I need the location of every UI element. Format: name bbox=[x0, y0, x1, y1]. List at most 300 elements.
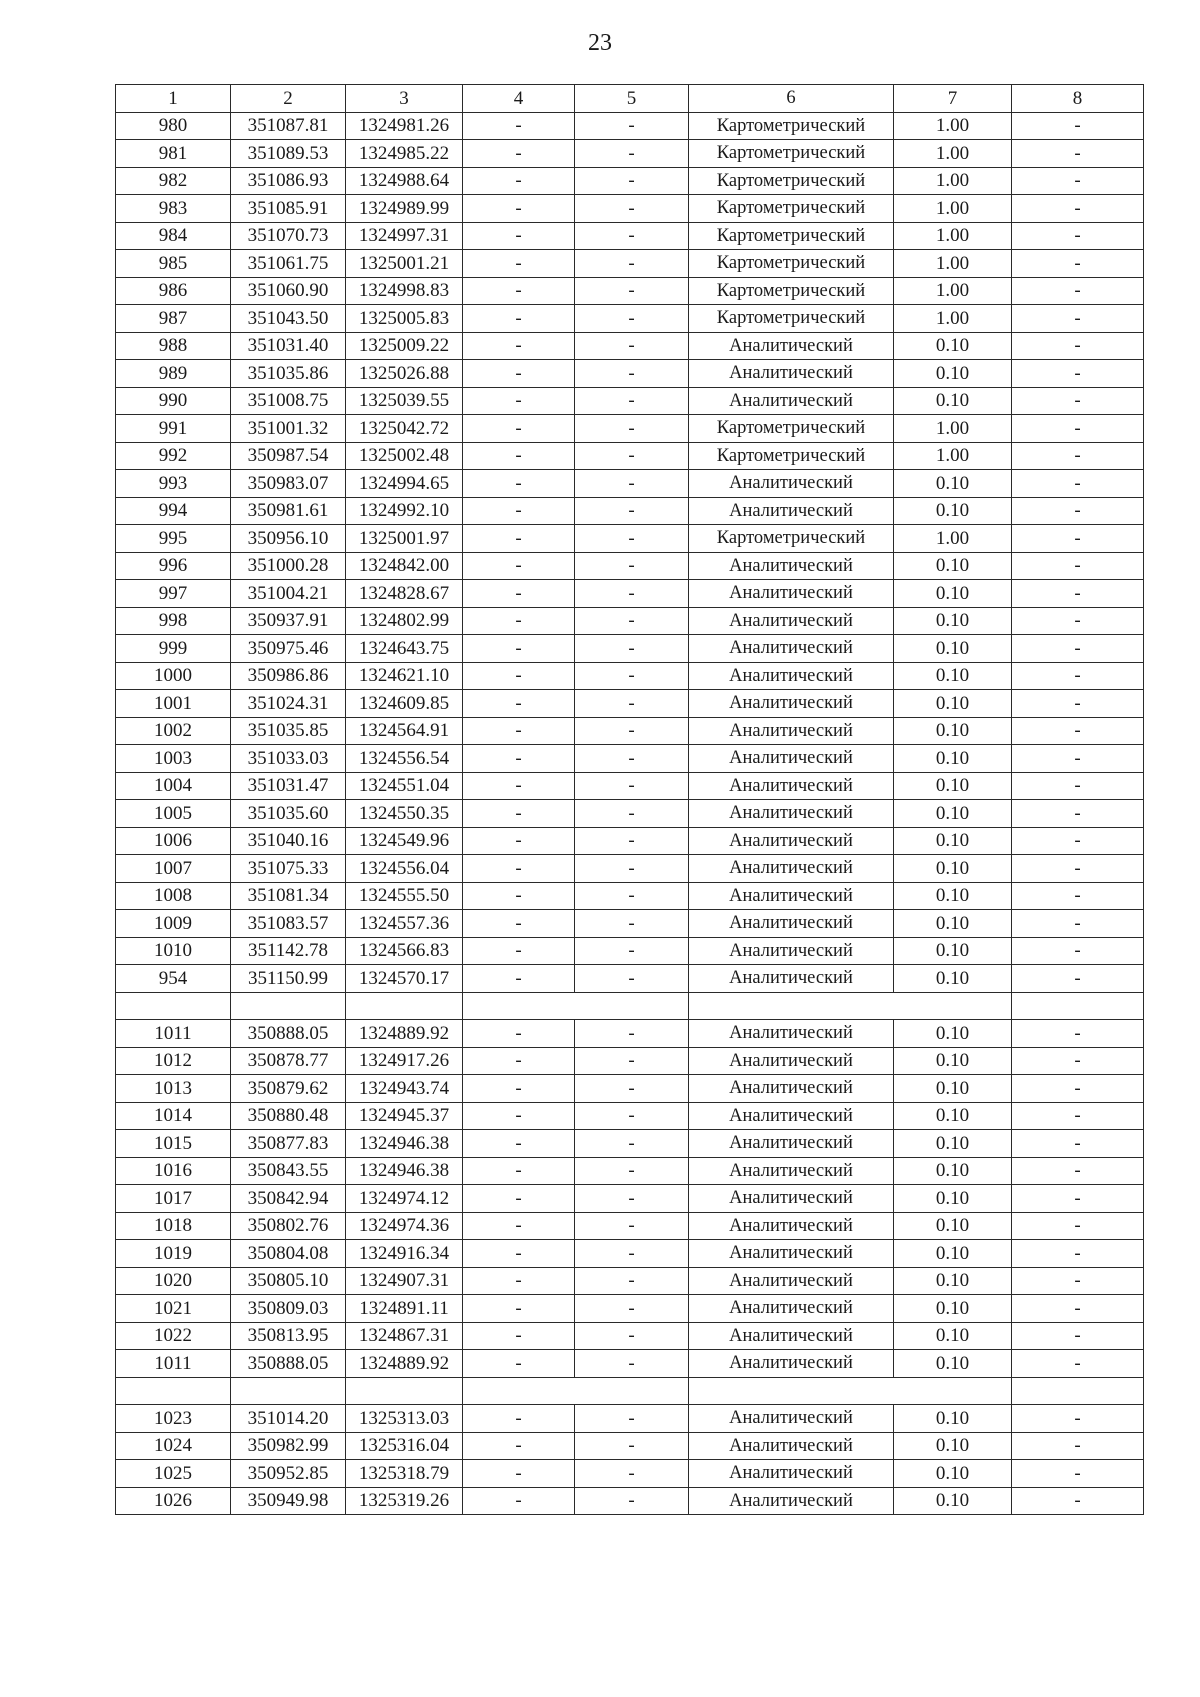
coord-y-cell: 1324556.04 bbox=[346, 855, 463, 883]
coord-x-cell: 350843.55 bbox=[231, 1157, 346, 1185]
col-4-cell: - bbox=[463, 1432, 575, 1460]
col-5-cell: - bbox=[575, 442, 689, 470]
separator-cell bbox=[463, 1377, 689, 1405]
table-row bbox=[116, 1102, 1144, 1130]
col-4-cell: - bbox=[463, 1350, 575, 1378]
coord-x-cell: 350949.98 bbox=[231, 1487, 346, 1515]
method-cell: Аналитический bbox=[689, 1020, 894, 1048]
col-4-cell: - bbox=[463, 442, 575, 470]
coord-x-cell: 350802.76 bbox=[231, 1212, 346, 1240]
coord-x-cell: 350813.95 bbox=[231, 1322, 346, 1350]
coord-x-cell: 351035.60 bbox=[231, 800, 346, 828]
col-8-cell: - bbox=[1012, 690, 1144, 718]
coord-y-cell: 1325009.22 bbox=[346, 332, 463, 360]
col-5-cell: - bbox=[575, 827, 689, 855]
col-8-cell: - bbox=[1012, 167, 1144, 195]
coord-y-cell: 1324867.31 bbox=[346, 1322, 463, 1350]
accuracy-cell: 1.00 bbox=[894, 140, 1012, 168]
col-4-cell: - bbox=[463, 690, 575, 718]
table-header-row bbox=[116, 85, 1144, 113]
table-row bbox=[116, 882, 1144, 910]
coord-x-cell: 350805.10 bbox=[231, 1267, 346, 1295]
col-8-cell: - bbox=[1012, 470, 1144, 498]
separator-row bbox=[116, 992, 1144, 1020]
accuracy-cell: 0.10 bbox=[894, 800, 1012, 828]
separator-cell bbox=[689, 992, 1012, 1020]
coord-y-cell: 1325002.48 bbox=[346, 442, 463, 470]
col-4-cell: - bbox=[463, 140, 575, 168]
point-number-cell: 998 bbox=[116, 607, 231, 635]
table-row bbox=[116, 662, 1144, 690]
point-number-cell: 984 bbox=[116, 222, 231, 250]
point-number-cell: 1009 bbox=[116, 910, 231, 938]
method-cell: Картометрический bbox=[689, 250, 894, 278]
col-4-cell: - bbox=[463, 1240, 575, 1268]
col-4-cell: - bbox=[463, 1267, 575, 1295]
point-number-cell: 983 bbox=[116, 195, 231, 223]
method-cell: Аналитический bbox=[689, 1102, 894, 1130]
point-number-cell: 1025 bbox=[116, 1460, 231, 1488]
accuracy-cell: 0.10 bbox=[894, 1130, 1012, 1158]
table-row bbox=[116, 360, 1144, 388]
col-4-cell: - bbox=[463, 910, 575, 938]
coord-y-cell: 1325039.55 bbox=[346, 387, 463, 415]
col-5-cell: - bbox=[575, 1020, 689, 1048]
method-cell: Аналитический bbox=[689, 1185, 894, 1213]
col-8-cell: - bbox=[1012, 1020, 1144, 1048]
col-5-cell: - bbox=[575, 167, 689, 195]
separator-cell bbox=[346, 992, 463, 1020]
col-5-cell: - bbox=[575, 855, 689, 883]
method-cell: Аналитический bbox=[689, 360, 894, 388]
accuracy-cell: 1.00 bbox=[894, 222, 1012, 250]
method-cell: Аналитический bbox=[689, 1212, 894, 1240]
col-5-cell: - bbox=[575, 635, 689, 663]
coord-x-cell: 350986.86 bbox=[231, 662, 346, 690]
method-cell: Аналитический bbox=[689, 1350, 894, 1378]
point-number-cell: 1019 bbox=[116, 1240, 231, 1268]
coord-x-cell: 350937.91 bbox=[231, 607, 346, 635]
col-8-cell: - bbox=[1012, 1295, 1144, 1323]
method-cell: Аналитический bbox=[689, 1487, 894, 1515]
col-4-cell: - bbox=[463, 1130, 575, 1158]
coord-y-cell: 1325026.88 bbox=[346, 360, 463, 388]
col-4-cell: - bbox=[463, 167, 575, 195]
point-number-cell: 995 bbox=[116, 525, 231, 553]
coord-y-cell: 1324917.26 bbox=[346, 1047, 463, 1075]
col-5-cell: - bbox=[575, 662, 689, 690]
accuracy-cell: 0.10 bbox=[894, 1487, 1012, 1515]
table-row bbox=[116, 1130, 1144, 1158]
col-8-cell: - bbox=[1012, 1075, 1144, 1103]
col-5-cell: - bbox=[575, 552, 689, 580]
coord-y-cell: 1324643.75 bbox=[346, 635, 463, 663]
table-row bbox=[116, 1322, 1144, 1350]
col-8-cell: - bbox=[1012, 882, 1144, 910]
method-cell: Аналитический bbox=[689, 690, 894, 718]
point-number-cell: 997 bbox=[116, 580, 231, 608]
col-8-cell: - bbox=[1012, 965, 1144, 993]
col-8-cell: - bbox=[1012, 222, 1144, 250]
coord-y-cell: 1325042.72 bbox=[346, 415, 463, 443]
col-8-cell: - bbox=[1012, 305, 1144, 333]
coord-y-cell: 1325001.97 bbox=[346, 525, 463, 553]
accuracy-cell: 0.10 bbox=[894, 1075, 1012, 1103]
method-cell: Аналитический bbox=[689, 580, 894, 608]
accuracy-cell: 0.10 bbox=[894, 662, 1012, 690]
coord-x-cell: 350888.05 bbox=[231, 1020, 346, 1048]
table-row bbox=[116, 717, 1144, 745]
point-number-cell: 1021 bbox=[116, 1295, 231, 1323]
accuracy-cell: 0.10 bbox=[894, 1240, 1012, 1268]
method-cell: Картометрический bbox=[689, 112, 894, 140]
accuracy-cell: 0.10 bbox=[894, 1460, 1012, 1488]
col-5-cell: - bbox=[575, 1350, 689, 1378]
table-row bbox=[116, 937, 1144, 965]
col-4-cell: - bbox=[463, 745, 575, 773]
point-number-cell: 1007 bbox=[116, 855, 231, 883]
method-cell: Картометрический bbox=[689, 442, 894, 470]
method-cell: Аналитический bbox=[689, 772, 894, 800]
col-8-cell: - bbox=[1012, 800, 1144, 828]
col-4-cell: - bbox=[463, 855, 575, 883]
col-5-cell: - bbox=[575, 1102, 689, 1130]
col-8-cell: - bbox=[1012, 1460, 1144, 1488]
table-row bbox=[116, 305, 1144, 333]
coord-x-cell: 350975.46 bbox=[231, 635, 346, 663]
col-8-cell: - bbox=[1012, 140, 1144, 168]
coord-x-cell: 350888.05 bbox=[231, 1350, 346, 1378]
accuracy-cell: 0.10 bbox=[894, 937, 1012, 965]
col-5-cell: - bbox=[575, 277, 689, 305]
coord-x-cell: 350956.10 bbox=[231, 525, 346, 553]
coord-y-cell: 1324551.04 bbox=[346, 772, 463, 800]
header-cell: 8 bbox=[1012, 85, 1144, 113]
point-number-cell: 991 bbox=[116, 415, 231, 443]
col-8-cell: - bbox=[1012, 112, 1144, 140]
accuracy-cell: 0.10 bbox=[894, 1102, 1012, 1130]
accuracy-cell: 1.00 bbox=[894, 277, 1012, 305]
method-cell: Аналитический bbox=[689, 635, 894, 663]
coord-y-cell: 1324570.17 bbox=[346, 965, 463, 993]
point-number-cell: 1002 bbox=[116, 717, 231, 745]
point-number-cell: 1001 bbox=[116, 690, 231, 718]
accuracy-cell: 0.10 bbox=[894, 965, 1012, 993]
coord-x-cell: 350879.62 bbox=[231, 1075, 346, 1103]
coord-y-cell: 1324557.36 bbox=[346, 910, 463, 938]
point-number-cell: 1013 bbox=[116, 1075, 231, 1103]
method-cell: Аналитический bbox=[689, 1240, 894, 1268]
method-cell: Картометрический bbox=[689, 195, 894, 223]
coord-y-cell: 1324945.37 bbox=[346, 1102, 463, 1130]
point-number-cell: 982 bbox=[116, 167, 231, 195]
col-8-cell: - bbox=[1012, 827, 1144, 855]
col-4-cell: - bbox=[463, 470, 575, 498]
table-row bbox=[116, 580, 1144, 608]
col-8-cell: - bbox=[1012, 1130, 1144, 1158]
method-cell: Аналитический bbox=[689, 332, 894, 360]
table-row bbox=[116, 167, 1144, 195]
table-row bbox=[116, 112, 1144, 140]
point-number-cell: 990 bbox=[116, 387, 231, 415]
method-cell: Аналитический bbox=[689, 855, 894, 883]
col-4-cell: - bbox=[463, 277, 575, 305]
accuracy-cell: 1.00 bbox=[894, 305, 1012, 333]
separator-cell bbox=[116, 1377, 231, 1405]
table-row bbox=[116, 745, 1144, 773]
table-row bbox=[116, 1460, 1144, 1488]
coord-y-cell: 1324985.22 bbox=[346, 140, 463, 168]
coord-x-cell: 350987.54 bbox=[231, 442, 346, 470]
method-cell: Аналитический bbox=[689, 607, 894, 635]
accuracy-cell: 0.10 bbox=[894, 772, 1012, 800]
table-row bbox=[116, 1020, 1144, 1048]
coordinates-table bbox=[115, 84, 1144, 1515]
col-5-cell: - bbox=[575, 387, 689, 415]
accuracy-cell: 0.10 bbox=[894, 1295, 1012, 1323]
page-number: 23 bbox=[588, 30, 612, 56]
coord-y-cell: 1324997.31 bbox=[346, 222, 463, 250]
col-4-cell: - bbox=[463, 717, 575, 745]
coord-y-cell: 1324555.50 bbox=[346, 882, 463, 910]
method-cell: Картометрический bbox=[689, 140, 894, 168]
coord-x-cell: 351001.32 bbox=[231, 415, 346, 443]
col-5-cell: - bbox=[575, 497, 689, 525]
col-5-cell: - bbox=[575, 965, 689, 993]
table-row bbox=[116, 855, 1144, 883]
col-4-cell: - bbox=[463, 937, 575, 965]
method-cell: Аналитический bbox=[689, 387, 894, 415]
accuracy-cell: 0.10 bbox=[894, 497, 1012, 525]
coord-x-cell: 351087.81 bbox=[231, 112, 346, 140]
col-8-cell: - bbox=[1012, 607, 1144, 635]
method-cell: Картометрический bbox=[689, 277, 894, 305]
col-8-cell: - bbox=[1012, 1267, 1144, 1295]
coord-x-cell: 350982.99 bbox=[231, 1432, 346, 1460]
method-cell: Аналитический bbox=[689, 717, 894, 745]
point-number-cell: 1008 bbox=[116, 882, 231, 910]
table-row bbox=[116, 800, 1144, 828]
accuracy-cell: 1.00 bbox=[894, 167, 1012, 195]
accuracy-cell: 0.10 bbox=[894, 552, 1012, 580]
col-8-cell: - bbox=[1012, 580, 1144, 608]
col-5-cell: - bbox=[575, 525, 689, 553]
coord-y-cell: 1324988.64 bbox=[346, 167, 463, 195]
coord-y-cell: 1325005.83 bbox=[346, 305, 463, 333]
table-row bbox=[116, 470, 1144, 498]
coord-x-cell: 350880.48 bbox=[231, 1102, 346, 1130]
separator-cell bbox=[231, 1377, 346, 1405]
coord-y-cell: 1325319.26 bbox=[346, 1487, 463, 1515]
coord-y-cell: 1324916.34 bbox=[346, 1240, 463, 1268]
col-8-cell: - bbox=[1012, 1240, 1144, 1268]
method-cell: Аналитический bbox=[689, 1267, 894, 1295]
point-number-cell: 999 bbox=[116, 635, 231, 663]
accuracy-cell: 0.10 bbox=[894, 1047, 1012, 1075]
col-4-cell: - bbox=[463, 497, 575, 525]
coord-x-cell: 351035.85 bbox=[231, 717, 346, 745]
point-number-cell: 1022 bbox=[116, 1322, 231, 1350]
separator-cell bbox=[116, 992, 231, 1020]
col-5-cell: - bbox=[575, 800, 689, 828]
col-5-cell: - bbox=[575, 1322, 689, 1350]
coord-y-cell: 1325316.04 bbox=[346, 1432, 463, 1460]
accuracy-cell: 0.10 bbox=[894, 1267, 1012, 1295]
method-cell: Картометрический bbox=[689, 222, 894, 250]
table-row bbox=[116, 140, 1144, 168]
coord-x-cell: 351031.40 bbox=[231, 332, 346, 360]
coord-y-cell: 1324889.92 bbox=[346, 1350, 463, 1378]
separator-cell bbox=[346, 1377, 463, 1405]
col-8-cell: - bbox=[1012, 415, 1144, 443]
separator-cell bbox=[1012, 992, 1144, 1020]
method-cell: Аналитический bbox=[689, 662, 894, 690]
accuracy-cell: 1.00 bbox=[894, 250, 1012, 278]
col-4-cell: - bbox=[463, 222, 575, 250]
header-cell: 3 bbox=[346, 85, 463, 113]
col-8-cell: - bbox=[1012, 772, 1144, 800]
col-5-cell: - bbox=[575, 222, 689, 250]
table-row bbox=[116, 1350, 1144, 1378]
point-number-cell: 1005 bbox=[116, 800, 231, 828]
col-4-cell: - bbox=[463, 772, 575, 800]
table-row bbox=[116, 525, 1144, 553]
method-cell: Аналитический bbox=[689, 965, 894, 993]
col-4-cell: - bbox=[463, 415, 575, 443]
method-cell: Аналитический bbox=[689, 1075, 894, 1103]
method-cell: Аналитический bbox=[689, 552, 894, 580]
col-4-cell: - bbox=[463, 1047, 575, 1075]
col-8-cell: - bbox=[1012, 277, 1144, 305]
point-number-cell: 1011 bbox=[116, 1020, 231, 1048]
col-4-cell: - bbox=[463, 607, 575, 635]
col-8-cell: - bbox=[1012, 1212, 1144, 1240]
col-8-cell: - bbox=[1012, 635, 1144, 663]
coord-x-cell: 351043.50 bbox=[231, 305, 346, 333]
method-cell: Картометрический bbox=[689, 525, 894, 553]
accuracy-cell: 0.10 bbox=[894, 1212, 1012, 1240]
col-8-cell: - bbox=[1012, 1405, 1144, 1433]
accuracy-cell: 1.00 bbox=[894, 195, 1012, 223]
col-8-cell: - bbox=[1012, 937, 1144, 965]
col-8-cell: - bbox=[1012, 1350, 1144, 1378]
point-number-cell: 1012 bbox=[116, 1047, 231, 1075]
table-row bbox=[116, 772, 1144, 800]
col-5-cell: - bbox=[575, 1267, 689, 1295]
col-8-cell: - bbox=[1012, 552, 1144, 580]
point-number-cell: 1015 bbox=[116, 1130, 231, 1158]
method-cell: Аналитический bbox=[689, 827, 894, 855]
col-8-cell: - bbox=[1012, 1487, 1144, 1515]
method-cell: Аналитический bbox=[689, 800, 894, 828]
coord-y-cell: 1324556.54 bbox=[346, 745, 463, 773]
coord-x-cell: 351070.73 bbox=[231, 222, 346, 250]
col-5-cell: - bbox=[575, 1212, 689, 1240]
col-8-cell: - bbox=[1012, 717, 1144, 745]
table-row bbox=[116, 1295, 1144, 1323]
coord-y-cell: 1324946.38 bbox=[346, 1157, 463, 1185]
coord-x-cell: 350842.94 bbox=[231, 1185, 346, 1213]
separator-cell bbox=[1012, 1377, 1144, 1405]
table-row bbox=[116, 1240, 1144, 1268]
accuracy-cell: 0.10 bbox=[894, 827, 1012, 855]
col-4-cell: - bbox=[463, 360, 575, 388]
table-row bbox=[116, 607, 1144, 635]
col-5-cell: - bbox=[575, 690, 689, 718]
coord-y-cell: 1324994.65 bbox=[346, 470, 463, 498]
coord-y-cell: 1324974.36 bbox=[346, 1212, 463, 1240]
accuracy-cell: 0.10 bbox=[894, 332, 1012, 360]
coord-y-cell: 1324946.38 bbox=[346, 1130, 463, 1158]
col-4-cell: - bbox=[463, 1157, 575, 1185]
point-number-cell: 1003 bbox=[116, 745, 231, 773]
col-5-cell: - bbox=[575, 140, 689, 168]
header-cell: 2 bbox=[231, 85, 346, 113]
point-number-cell: 1004 bbox=[116, 772, 231, 800]
col-5-cell: - bbox=[575, 1157, 689, 1185]
table-row bbox=[116, 332, 1144, 360]
col-5-cell: - bbox=[575, 470, 689, 498]
col-4-cell: - bbox=[463, 580, 575, 608]
table-row bbox=[116, 690, 1144, 718]
coord-y-cell: 1324907.31 bbox=[346, 1267, 463, 1295]
accuracy-cell: 0.10 bbox=[894, 1432, 1012, 1460]
accuracy-cell: 1.00 bbox=[894, 442, 1012, 470]
point-number-cell: 981 bbox=[116, 140, 231, 168]
point-number-cell: 1024 bbox=[116, 1432, 231, 1460]
col-8-cell: - bbox=[1012, 360, 1144, 388]
col-5-cell: - bbox=[575, 305, 689, 333]
col-5-cell: - bbox=[575, 1185, 689, 1213]
coord-y-cell: 1324621.10 bbox=[346, 662, 463, 690]
coord-x-cell: 351086.93 bbox=[231, 167, 346, 195]
col-5-cell: - bbox=[575, 1130, 689, 1158]
point-number-cell: 1016 bbox=[116, 1157, 231, 1185]
accuracy-cell: 1.00 bbox=[894, 415, 1012, 443]
accuracy-cell: 0.10 bbox=[894, 1322, 1012, 1350]
table-row bbox=[116, 1405, 1144, 1433]
table-row bbox=[116, 497, 1144, 525]
method-cell: Аналитический bbox=[689, 745, 894, 773]
coord-y-cell: 1324564.91 bbox=[346, 717, 463, 745]
col-5-cell: - bbox=[575, 195, 689, 223]
method-cell: Аналитический bbox=[689, 937, 894, 965]
coord-x-cell: 350981.61 bbox=[231, 497, 346, 525]
coord-x-cell: 351008.75 bbox=[231, 387, 346, 415]
col-5-cell: - bbox=[575, 1075, 689, 1103]
coord-x-cell: 350804.08 bbox=[231, 1240, 346, 1268]
accuracy-cell: 0.10 bbox=[894, 1020, 1012, 1048]
accuracy-cell: 0.10 bbox=[894, 882, 1012, 910]
col-5-cell: - bbox=[575, 882, 689, 910]
table-row bbox=[116, 1185, 1144, 1213]
coord-y-cell: 1324828.67 bbox=[346, 580, 463, 608]
table-row bbox=[116, 910, 1144, 938]
coord-x-cell: 350878.77 bbox=[231, 1047, 346, 1075]
table-row bbox=[116, 965, 1144, 993]
accuracy-cell: 0.10 bbox=[894, 745, 1012, 773]
method-cell: Аналитический bbox=[689, 1157, 894, 1185]
col-8-cell: - bbox=[1012, 387, 1144, 415]
point-number-cell: 980 bbox=[116, 112, 231, 140]
point-number-cell: 1014 bbox=[116, 1102, 231, 1130]
col-4-cell: - bbox=[463, 965, 575, 993]
coord-x-cell: 351150.99 bbox=[231, 965, 346, 993]
point-number-cell: 994 bbox=[116, 497, 231, 525]
point-number-cell: 996 bbox=[116, 552, 231, 580]
col-4-cell: - bbox=[463, 1405, 575, 1433]
table-row bbox=[116, 1075, 1144, 1103]
